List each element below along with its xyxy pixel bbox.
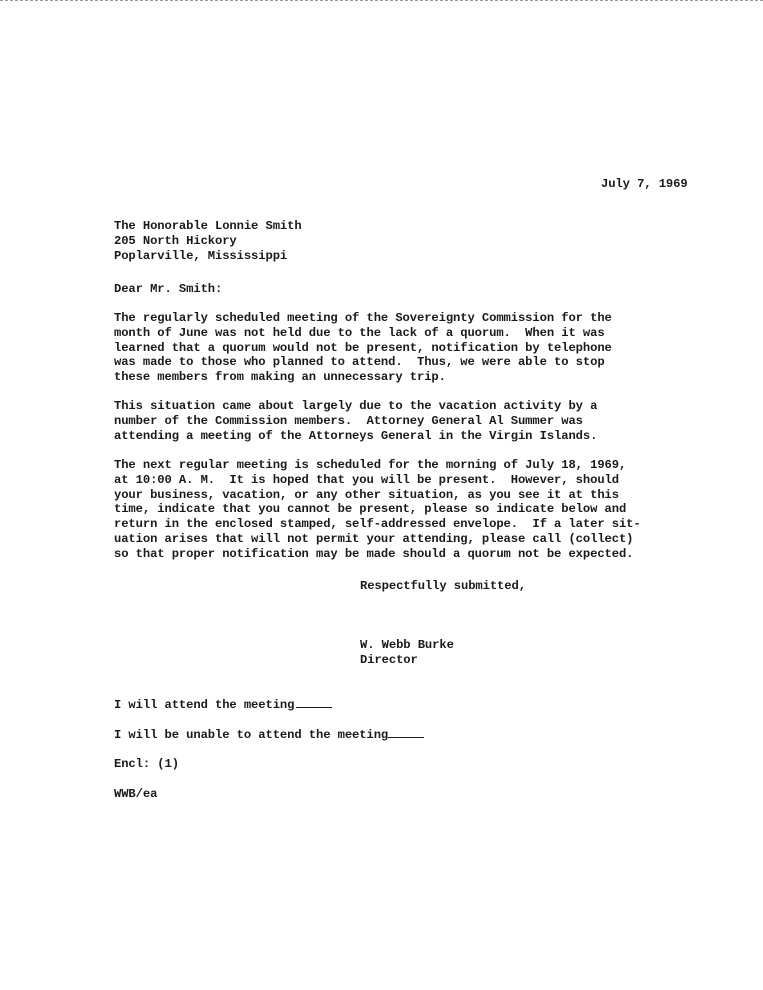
unable-label: I will be unable to attend the meeting — [114, 728, 389, 742]
paragraph-line: The regularly scheduled meeting of the Sovereignty Commission for the — [114, 311, 612, 325]
paragraph-line: so that proper notification may be made should a quorum not be expected. — [114, 546, 634, 561]
unable-response-line — [114, 727, 424, 743]
paragraph-1 — [114, 311, 612, 385]
unable-blank[interactable] — [388, 727, 424, 738]
paragraph-3 — [114, 458, 641, 562]
enclosure-notation: Encl: (1) — [114, 757, 179, 771]
page-top-border — [0, 0, 763, 1]
address-line: The Honorable Lonnie Smith — [114, 219, 302, 233]
paragraph-line: month of June was not held due to the lack of a quorum. When it was — [114, 325, 605, 340]
paragraph-line: This situation came about largely due to the vacation activity by a — [114, 399, 598, 413]
attend-response-line — [114, 697, 332, 713]
paragraph-line: attending a meeting of the Attorneys General in the Virgin Islands. — [114, 428, 598, 443]
paragraph-line: these members from making an unnecessary trip. — [114, 370, 446, 385]
paragraph-line: number of the Commission members. Attorney General Al Summer was — [114, 413, 583, 428]
signature-name: W. Webb Burke — [360, 638, 454, 652]
paragraph-2 — [114, 399, 597, 443]
paragraph-line: uation arises that will not permit your attending, please call (collect) — [114, 531, 634, 546]
paragraph-line: your business, vacation, or any other situation, as you see it at this — [114, 487, 619, 502]
attend-blank[interactable] — [296, 697, 332, 708]
paragraph-line: The next regular meeting is scheduled for the morning of July 18, 1969, — [114, 458, 627, 472]
complimentary-close: Respectfully submitted, — [360, 579, 526, 593]
signature-title: Director — [360, 653, 418, 667]
paragraph-line: time, indicate that you cannot be present, please so indicate below and — [114, 502, 627, 517]
paragraph-line: learned that a quorum would not be present, notification by telephone — [114, 340, 612, 355]
recipient-address — [114, 219, 302, 263]
paragraph-line: at 10:00 A. M. It is hoped that you will be present. However, should — [114, 472, 619, 487]
paragraph-line: was made to those who planned to attend. Thus, we were able to stop — [114, 355, 605, 370]
paragraph-line: return in the enclosed stamped, self-addressed envelope. If a later sit- — [114, 517, 641, 532]
address-line: Poplarville, Mississippi — [114, 248, 288, 263]
attend-label: I will attend the meeting — [114, 698, 295, 712]
reference-initials: WWB/ea — [114, 787, 158, 801]
salutation: Dear Mr. Smith: — [114, 282, 223, 296]
address-line: 205 North Hickory — [114, 233, 237, 248]
letter-date: July 7, 1969 — [601, 177, 688, 191]
